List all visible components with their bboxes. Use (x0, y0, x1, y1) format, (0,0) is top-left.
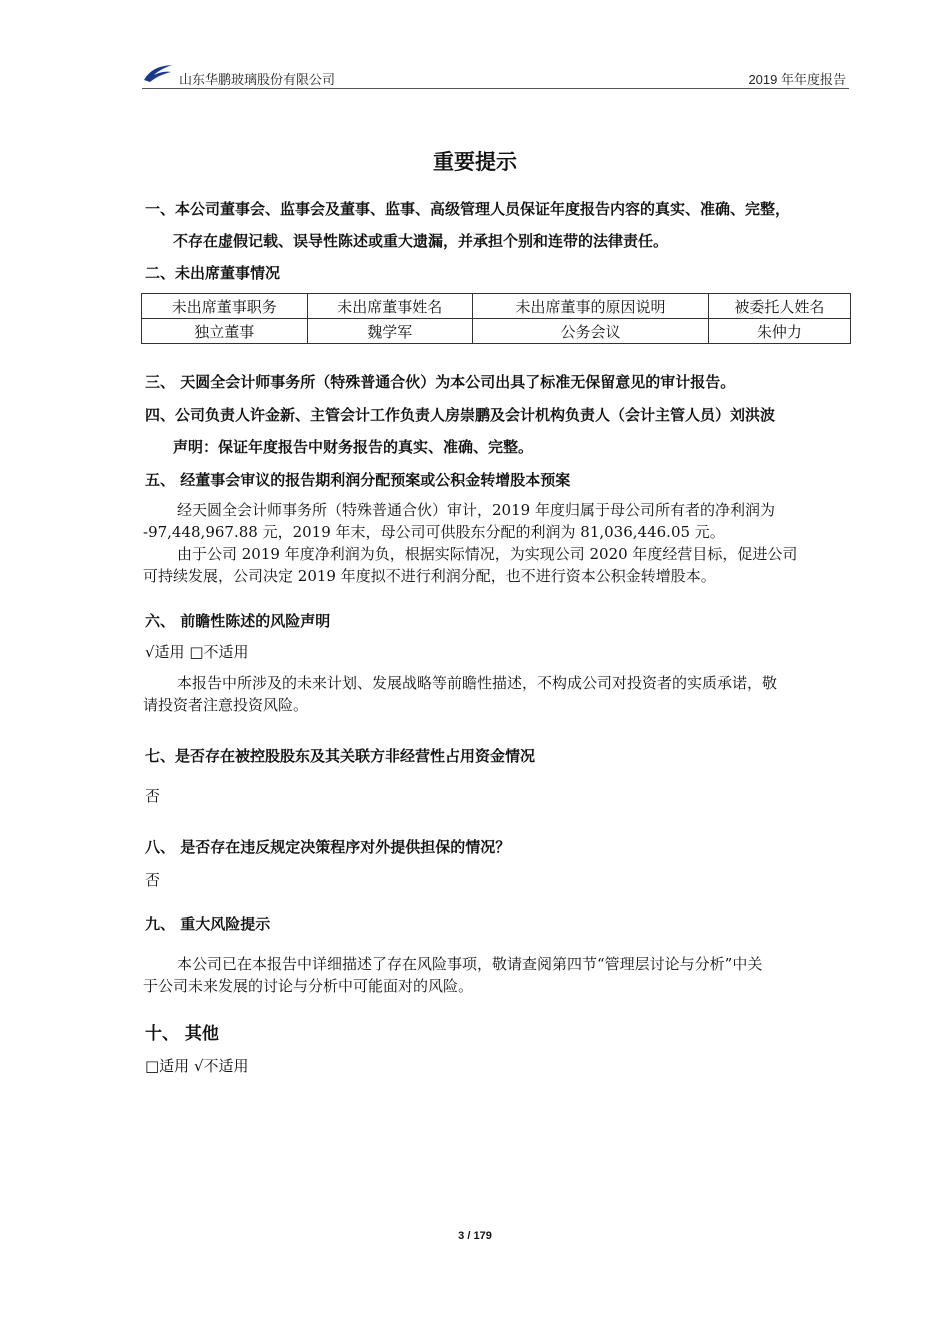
section-4-line2: 声明：保证年度报告中财务报告的真实、准确、完整。 (173, 438, 534, 456)
section-8-answer: 否 (145, 871, 161, 889)
section-2-heading: 二、未出席董事情况 (145, 264, 281, 282)
section-5-para2-cont: 可持续发展，公司决定 2019 年度拟不进行利润分配，也不进行资本公积金转增股本。 (143, 567, 716, 585)
section-6-para-cont: 请投资者注意投资风险。 (143, 696, 309, 714)
table-cell: 独立董事 (142, 319, 308, 344)
section-1-line1: 一、本公司董事会、监事会及董事、监事、高级管理人员保证年度报告内容的真实、准确、完整， (145, 200, 791, 218)
section-10-heading: 十、 其他 (145, 1024, 219, 1044)
section-9-para: 本公司已在本报告中详细描述了存在风险事项，敬请查阅第四节“管理层讨论与分析”中关 (177, 955, 763, 973)
section-5-heading: 五、 经董事会审议的报告期利润分配预案或公积金转增股本预案 (145, 471, 571, 489)
table-header-cell: 未出席董事的原因说明 (473, 294, 709, 319)
absent-directors-table (141, 293, 851, 344)
table-cell: 公务会议 (473, 319, 709, 344)
company-name: 山东华鹏玻璃股份有限公司 (179, 73, 336, 88)
section-7-answer: 否 (145, 787, 161, 805)
table-header-row (142, 294, 851, 319)
section-1-line2: 不存在虚假记载、误导性陈述或重大遗漏，并承担个别和连带的法律责任。 (173, 232, 669, 250)
section-5-para1: 经天圆全会计师事务所（特殊普通合伙）审计，2019 年度归属于母公司所有者的净利润为 (177, 501, 775, 519)
section-9-heading: 九、 重大风险提示 (145, 915, 271, 933)
section-10-applicability: □适用 √不适用 (145, 1057, 249, 1075)
section-4-line1: 四、公司负责人许金新、主管会计工作负责人房崇鹏及会计机构负责人（会计主管人员）刘洪波 (145, 406, 776, 424)
page-number: 3 / 179 (458, 1230, 492, 1242)
table-header-cell: 未出席董事职务 (142, 294, 308, 319)
page-header (142, 62, 849, 89)
section-3-text: 三、 天圆全会计师事务所（特殊普通合伙）为本公司出具了标准无保留意见的审计报告。 (145, 373, 736, 391)
section-6-para: 本报告中所涉及的未来计划、发展战略等前瞻性描述，不构成公司对投资者的实质承诺，敬 (177, 674, 778, 692)
table-header-cell: 被委托人姓名 (708, 294, 850, 319)
section-9-para-cont: 于公司未来发展的讨论与分析中可能面对的风险。 (143, 977, 474, 995)
section-5-para2: 由于公司 2019 年度净利润为负，根据实际情况，为实现公司 2020 年度经营目标，促进公司 (177, 545, 798, 563)
section-8-heading: 八、 是否存在违反规定决策程序对外提供担保的情况？ (145, 838, 511, 856)
section-6-heading: 六、 前瞻性陈述的风险声明 (145, 612, 331, 630)
bird-logo-icon (142, 62, 174, 84)
section-6-applicability: √适用 □不适用 (145, 643, 249, 661)
table-cell: 魏学军 (307, 319, 473, 344)
section-7-heading: 七、是否存在被控股股东及其关联方非经营性占用资金情况 (145, 747, 536, 765)
table-cell: 朱仲力 (708, 319, 850, 344)
page-title: 重要提示 (433, 150, 517, 174)
table-row (142, 319, 851, 344)
table-header-cell: 未出席董事姓名 (307, 294, 473, 319)
section-5-para1-cont: -97,448,967.88 元，2019 年末，母公司可供股东分配的利润为 81,036,446.05 元。 (143, 523, 725, 541)
report-year: 2019 年年度报告 (748, 72, 846, 87)
